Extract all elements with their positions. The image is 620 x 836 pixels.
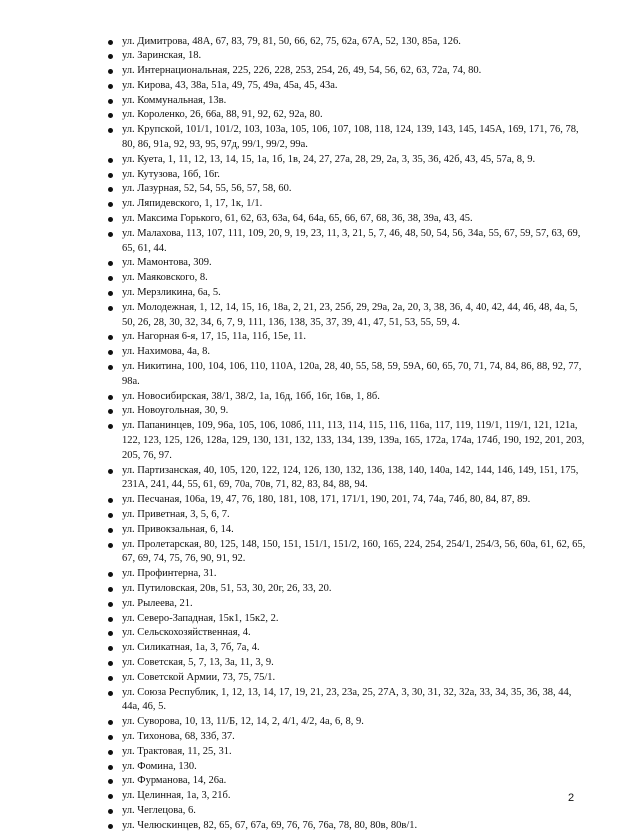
street-list-item: ул. Молодежная, 1, 12, 14, 15, 16, 18а, 2, 21, 23, 25б, 29, 29а, 2а, 20, 3, 38, 36, 4, 40, 42, 44, 46, 48, 4а, 5, 50, 26, 28, 30, 32, 34, 6, 7, 9, 111, 136, 138, 35, 37, 39, 41, 47, 51, 53, 55, 59, 4.: [106, 301, 586, 331]
street-list-item: ул. Максима Горького, 61, 62, 63, 63а, 64, 64а, 65, 66, 67, 68, 36, 38, 39а, 43, 45.: [106, 212, 586, 227]
street-list-item: ул. Папанинцев, 109, 96а, 105, 106, 108б, 111, 113, 114, 115, 116, 116а, 117, 119, 119/1, 119/1, 121, 121а, 122, 123, 125, 126, 128а, 129, 130, 131, 132, 133, 134, 139, 139а, 165, 172а, 174а, 174б, 190, 192, 201, 203, 205, 76, 97.: [106, 419, 586, 463]
street-list-item: ул. Тихонова, 68, 33б, 37.: [106, 730, 586, 745]
street-list-item: ул. Новосибирская, 38/1, 38/2, 1а, 16д, 16б, 16г, 16в, 1, 8б.: [106, 390, 586, 405]
street-list-item: ул. Партизанская, 40, 105, 120, 122, 124, 126, 130, 132, 136, 138, 140, 140а, 142, 144, 146, 149, 151, 175, 231А, 241, 44, 55, 61, 69, 70а, 70в, 71, 82, 83, 84, 88, 94.: [106, 464, 586, 494]
street-list-item: ул. Интернациональная, 225, 226, 228, 253, 254, 26, 49, 54, 56, 62, 63, 72а, 74, 80.: [106, 64, 586, 79]
street-list-item: ул. Пролетарская, 80, 125, 148, 150, 151, 151/1, 151/2, 160, 165, 224, 254, 254/1, 254/3, 56, 60а, 61, 62, 65, 67, 69, 74, 75, 76, 90, 91, 92.: [106, 538, 586, 568]
street-list-item: ул. Никитина, 100, 104, 106, 110, 110А, 120а, 28, 40, 55, 58, 59, 59А, 60, 65, 70, 71, 74, 84, 86, 88, 92, 77, 98а.: [106, 360, 586, 390]
street-list: [106, 35, 586, 834]
street-list-item: ул. Лазурная, 52, 54, 55, 56, 57, 58, 60.: [106, 182, 586, 197]
street-list-item: ул. Мерзликина, 6а, 5.: [106, 286, 586, 301]
street-list-item: ул. Сельскохозяйственная, 4.: [106, 626, 586, 641]
street-list-item: ул. Приветная, 3, 5, 6, 7.: [106, 508, 586, 523]
street-list-item: ул. Малахова, 113, 107, 111, 109, 20, 9, 19, 23, 11, 3, 21, 5, 7, 46, 48, 50, 54, 56, 34а, 55, 67, 59, 57, 63, 69, 65, 61, 44.: [106, 227, 586, 257]
street-list-item: ул. Северо-Западная, 15к1, 15к2, 2.: [106, 612, 586, 627]
street-list-item: ул. Куета, 1, 11, 12, 13, 14, 15, 1а, 1б, 1в, 24, 27, 27а, 28, 29, 2а, 3, 35, 36, 42б, 43, 45, 57а, 8, 9.: [106, 153, 586, 168]
street-list-item: ул. Путиловская, 20в, 51, 53, 30, 20г, 26, 33, 20.: [106, 582, 586, 597]
street-list-item: ул. Советской Армии, 73, 75, 75/1.: [106, 671, 586, 686]
street-list-item: ул. Короленко, 26, 66а, 88, 91, 92, 62, 92а, 80.: [106, 108, 586, 123]
street-list-item: ул. Димитрова, 48А, 67, 83, 79, 81, 50, 66, 62, 75, 62а, 67А, 52, 130, 85а, 126.: [106, 35, 586, 50]
street-list-item: ул. Рылеева, 21.: [106, 597, 586, 612]
street-list-item: ул. Кутузова, 16б, 16г.: [106, 168, 586, 183]
street-list-item: ул. Новоугольная, 30, 9.: [106, 404, 586, 419]
street-list-item: ул. Коммунальная, 13в.: [106, 94, 586, 109]
street-list-item: ул. Челюскинцев, 82, 65, 67, 67а, 69, 76, 76, 76а, 78, 80, 80в, 80в/1.: [106, 819, 586, 834]
street-list-item: ул. Суворова, 10, 13, 11/Б, 12, 14, 2, 4/1, 4/2, 4а, 6, 8, 9.: [106, 715, 586, 730]
street-list-item: ул. Мамонтова, 309.: [106, 256, 586, 271]
street-list-item: ул. Ляпидевского, 1, 17, 1к, 1/1.: [106, 197, 586, 212]
street-list-item: ул. Целинная, 1а, 3, 21б.: [106, 789, 586, 804]
street-list-item: ул. Привокзальная, 6, 14.: [106, 523, 586, 538]
street-list-item: ул. Кирова, 43, 38а, 51а, 49, 75, 49а, 45а, 45, 43а.: [106, 79, 586, 94]
page-number: 2: [568, 792, 575, 804]
street-list-item: ул. Союза Республик, 1, 12, 13, 14, 17, 19, 21, 23, 23а, 25, 27А, 3, 30, 31, 32, 32а, 33, 34, 35, 36, 38, 44, 44а, 46, 5.: [106, 686, 586, 716]
street-list-item: ул. Трактовая, 11, 25, 31.: [106, 745, 586, 760]
street-list-item: ул. Заринская, 18.: [106, 49, 586, 64]
street-list-item: ул. Нагорная 6-я, 17, 15, 11а, 11б, 15е, 11.: [106, 330, 586, 345]
street-list-item: ул. Маяковского, 8.: [106, 271, 586, 286]
street-list-item: ул. Чеглецова, 6.: [106, 804, 586, 819]
street-list-item: ул. Силикатная, 1а, 3, 7б, 7а, 4.: [106, 641, 586, 656]
street-list-item: ул. Фурманова, 14, 26а.: [106, 774, 586, 789]
street-list-item: ул. Песчаная, 106а, 19, 47, 76, 180, 181, 108, 171, 171/1, 190, 201, 74, 74а, 74б, 80, 84, 87, 89.: [106, 493, 586, 508]
street-list-item: ул. Нахимова, 4а, 8.: [106, 345, 586, 360]
street-list-item: ул. Фомина, 130.: [106, 760, 586, 775]
street-list-item: ул. Советская, 5, 7, 13, 3а, 11, 3, 9.: [106, 656, 586, 671]
street-list-item: ул. Профинтерна, 31.: [106, 567, 586, 582]
street-list-item: ул. Крупской, 101/1, 101/2, 103, 103а, 105, 106, 107, 108, 118, 124, 139, 143, 145, 145А, 169, 171, 76, 78, 80, 86, 91а, 92, 93, 95, 97д, 99/1, 99/2, 99а.: [106, 123, 586, 153]
